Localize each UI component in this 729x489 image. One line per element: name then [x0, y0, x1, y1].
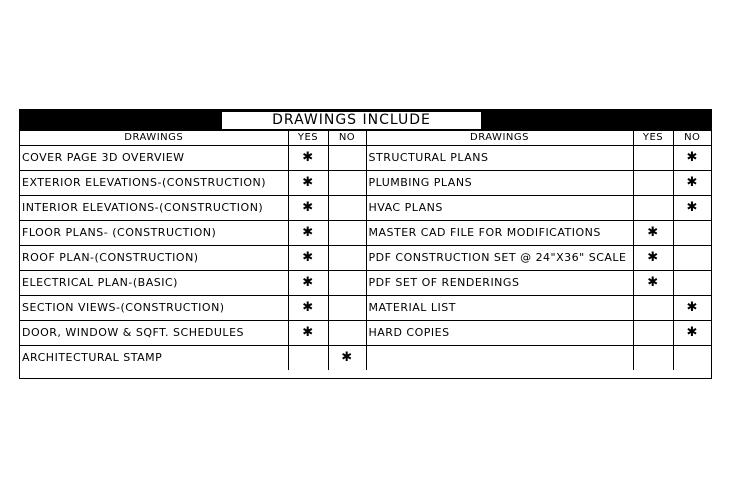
yes-mark-left: ✱ [288, 220, 328, 245]
drawing-item-left: SECTION VIEWS-(CONSTRUCTION) [20, 295, 288, 320]
drawing-item-right: STRUCTURAL PLANS [366, 145, 633, 170]
yes-mark-left: ✱ [288, 245, 328, 270]
yes-mark-left: ✱ [288, 170, 328, 195]
no-mark-right: ✱ [673, 170, 711, 195]
no-mark-left: ✱ [328, 345, 366, 370]
drawing-item-right: PDF SET OF RENDERINGS [366, 270, 633, 295]
no-mark-right [673, 220, 711, 245]
no-mark-left [328, 145, 366, 170]
yes-mark-left [288, 345, 328, 370]
header-no-right: NO [673, 131, 711, 145]
table-row [20, 345, 711, 370]
yes-mark-left: ✱ [288, 195, 328, 220]
drawing-item-right: MASTER CAD FILE FOR MODIFICATIONS [366, 220, 633, 245]
drawing-item-right: PDF CONSTRUCTION SET @ 24"X36" SCALE [366, 245, 633, 270]
no-mark-left [328, 195, 366, 220]
drawing-item-left: EXTERIOR ELEVATIONS-(CONSTRUCTION) [20, 170, 288, 195]
yes-mark-right: ✱ [633, 270, 673, 295]
header-yes-right: YES [633, 131, 673, 145]
drawing-item-left: ELECTRICAL PLAN-(BASIC) [20, 270, 288, 295]
table-row [20, 245, 711, 270]
no-mark-left [328, 170, 366, 195]
drawings-include-table [19, 109, 712, 379]
drawing-item-right: MATERIAL LIST [366, 295, 633, 320]
header-drawings-right: DRAWINGS [366, 131, 633, 145]
table-row [20, 320, 711, 345]
drawing-item-left: FLOOR PLANS- (CONSTRUCTION) [20, 220, 288, 245]
no-mark-right: ✱ [673, 295, 711, 320]
table-row [20, 145, 711, 170]
no-mark-right: ✱ [673, 145, 711, 170]
drawing-item-left: INTERIOR ELEVATIONS-(CONSTRUCTION) [20, 195, 288, 220]
no-mark-left [328, 270, 366, 295]
table-row [20, 295, 711, 320]
table-row [20, 270, 711, 295]
drawing-item-left: ROOF PLAN-(CONSTRUCTION) [20, 245, 288, 270]
drawing-item-right: HARD COPIES [366, 320, 633, 345]
drawing-item-left: DOOR, WINDOW & SQFT. SCHEDULES [20, 320, 288, 345]
yes-mark-right: ✱ [633, 245, 673, 270]
yes-mark-left: ✱ [288, 145, 328, 170]
header-no-left: NO [328, 131, 366, 145]
drawing-item-right: HVAC PLANS [366, 195, 633, 220]
drawing-item-right [366, 345, 633, 370]
drawing-item-right: PLUMBING PLANS [366, 170, 633, 195]
yes-mark-left: ✱ [288, 320, 328, 345]
drawings-grid [20, 131, 711, 370]
yes-mark-right [633, 295, 673, 320]
no-mark-right [673, 345, 711, 370]
yes-mark-left: ✱ [288, 295, 328, 320]
header-row [20, 131, 711, 145]
table-title: DRAWINGS INCLUDE [222, 112, 481, 129]
no-mark-right: ✱ [673, 320, 711, 345]
no-mark-left [328, 220, 366, 245]
table-row [20, 195, 711, 220]
yes-mark-left: ✱ [288, 270, 328, 295]
header-drawings-left: DRAWINGS [20, 131, 288, 145]
header-yes-left: YES [288, 131, 328, 145]
no-mark-right: ✱ [673, 195, 711, 220]
yes-mark-right [633, 345, 673, 370]
no-mark-left [328, 320, 366, 345]
no-mark-left [328, 295, 366, 320]
drawing-item-left: COVER PAGE 3D OVERVIEW [20, 145, 288, 170]
drawing-item-left: ARCHITECTURAL STAMP [20, 345, 288, 370]
table-row [20, 170, 711, 195]
yes-mark-right [633, 145, 673, 170]
no-mark-right [673, 245, 711, 270]
table-row [20, 220, 711, 245]
no-mark-right [673, 270, 711, 295]
yes-mark-right [633, 320, 673, 345]
yes-mark-right: ✱ [633, 220, 673, 245]
no-mark-left [328, 245, 366, 270]
yes-mark-right [633, 195, 673, 220]
title-bar [20, 110, 711, 131]
yes-mark-right [633, 170, 673, 195]
